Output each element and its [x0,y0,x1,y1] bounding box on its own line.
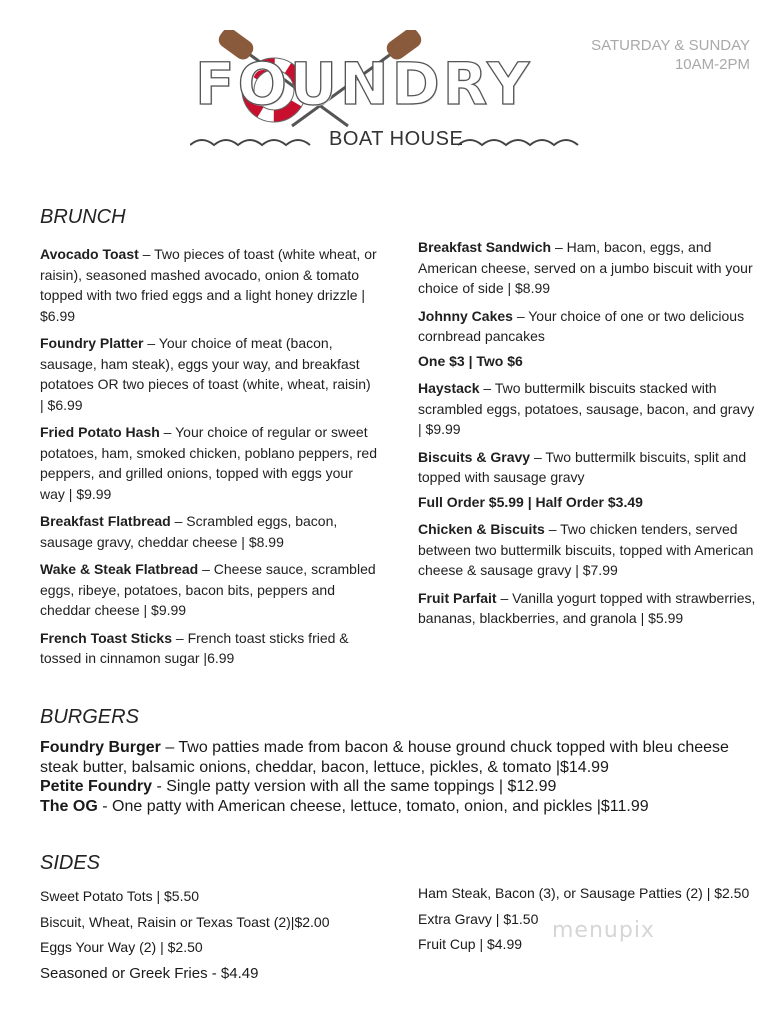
burgers-list [40,738,760,816]
menu-item-name: Foundry Platter [40,335,144,351]
side-item: Seasoned or Greek Fries - $4.49 [40,964,259,982]
menu-item [40,777,760,797]
menu-item-name: Fruit Parfait [418,589,497,606]
schedule [591,36,750,74]
menu-item-desc: – Your choice of one or two delicious cornbread pancakes [418,307,745,344]
menu-item-desc: – Two pieces of toast (white wheat, or raisin), seasoned mashed avocado, onion & tomato topped with two fried eggs and a light honey drizzle | $6.99 [40,246,377,324]
menu-item-name: Fried Potato Hash [40,424,160,440]
menu-item-name: Wake & Steak Flatbread [40,561,199,577]
menu-item-desc: – Two patties made from bacon & house ground chuck topped with bleu cheese steak butter, balsamic onions, cheddar, bacon, lettuce, pickles, & tomato |$14.99 [40,739,729,776]
menu-item-name: Breakfast Sandwich [418,239,552,255]
brunch-column-left [40,244,378,676]
logo-title: FOUNDRY [195,50,533,118]
menu-item-name: The OG [40,797,98,815]
menu-item [418,378,756,440]
side-item: Eggs Your Way (2) | $2.50 [40,939,203,955]
side-item: Ham Steak, Bacon (3), or Sausage Patties (2) | $2.50 [418,885,750,901]
menu-item-desc: – Your choice of regular or sweet potatoes, ham, smoked chicken, poblano peppers, red peppers, and grilled onions, topped with eggs your way | $9.99 [40,424,377,502]
brunch-column-right [418,237,756,636]
side-item: Extra Gravy | $1.50 [418,910,539,927]
menu-item-desc: – Two chicken tenders, served between two buttermilk biscuits, topped with American cheese & sausage gravy | $7.99 [418,521,754,578]
menu-item-desc: – Scrambled eggs, bacon, sausage gravy, cheddar cheese | $8.99 [40,513,338,550]
side-item: Biscuit, Wheat, Raisin or Texas Toast (2)|$2.00 [40,913,330,930]
menu-item-desc: - One patty with American cheese, lettuce, tomato, onion, and pickles |$11.99 [97,797,649,815]
menu-item-name: Chicken & Biscuits [418,521,545,537]
schedule-hours: 10AM-2PM [674,56,750,73]
menu-item-desc: – Two buttermilk biscuits, split and topped with sausage gravy [418,448,747,485]
watermark: menupix [552,918,655,943]
menu-item-price-options: One $3 | Two $6 [418,352,523,369]
menu-item [40,738,760,777]
menu-item-name: Haystack [418,380,480,396]
menu-item-name: Biscuits & Gravy [418,448,531,465]
menu-item [40,511,378,552]
menu-item [418,519,756,581]
sides-column-left [40,884,400,986]
menu-item [418,588,756,629]
section-title-sides: SIDES [40,852,101,874]
menu-item-desc: – French toast sticks fried & tossed in cinnamon sugar |6.99 [40,629,349,666]
menu-item [40,333,378,415]
schedule-days: SATURDAY & SUNDAY [591,37,750,54]
logo-subtitle: BOAT HOUSE [329,128,464,150]
menu-item [40,797,760,817]
menu-item-desc: - Single patty version with all the same toppings | $12.99 [152,778,557,795]
side-item: Sweet Potato Tots | $5.50 [40,888,200,904]
menu-item [40,244,378,326]
menu-item-name: Foundry Burger [40,739,161,756]
menu-item [40,559,378,621]
menu-item-name: Johnny Cakes [418,307,513,324]
menu-item [418,447,756,488]
section-title-burgers: BURGERS [40,706,139,728]
menu-item-name: Breakfast Flatbread [40,513,171,529]
menu-item-name: Avocado Toast [40,246,139,262]
menu-item [418,237,756,299]
menu-item-desc: – Cheese sauce, scrambled eggs, ribeye, potatoes, bacon bits, peppers and cheddar cheese | $9.99 [40,561,376,618]
menu-item [418,306,756,347]
menu-item-name: French Toast Sticks [40,629,173,646]
menu-item-desc: – Vanilla yogurt topped with strawberries, bananas, blackberries, and granola | $5.99 [418,589,756,626]
side-item: Fruit Cup | $4.99 [418,936,523,952]
menu-item-name: Petite Foundry [40,778,153,795]
menu-item [40,628,378,669]
menu-item [40,422,378,504]
menu-item-desc: – Your choice of meat (bacon, sausage, ham steak), eggs your way, and breakfast potatoes OR two pieces of toast (white, wheat, raisin) | $6.99 [40,335,371,413]
menu-item-desc: – Two buttermilk biscuits stacked with scrambled eggs, potatoes, sausage, bacon, and gravy | $9.99 [418,380,755,437]
menu-item-desc: – Ham, bacon, eggs, and American cheese, served on a jumbo biscuit with your choice of side | $8.99 [418,239,753,296]
section-title-brunch: BRUNCH [40,206,126,228]
menu-item-price-options: Full Order $5.99 | Half Order $3.49 [418,493,643,510]
